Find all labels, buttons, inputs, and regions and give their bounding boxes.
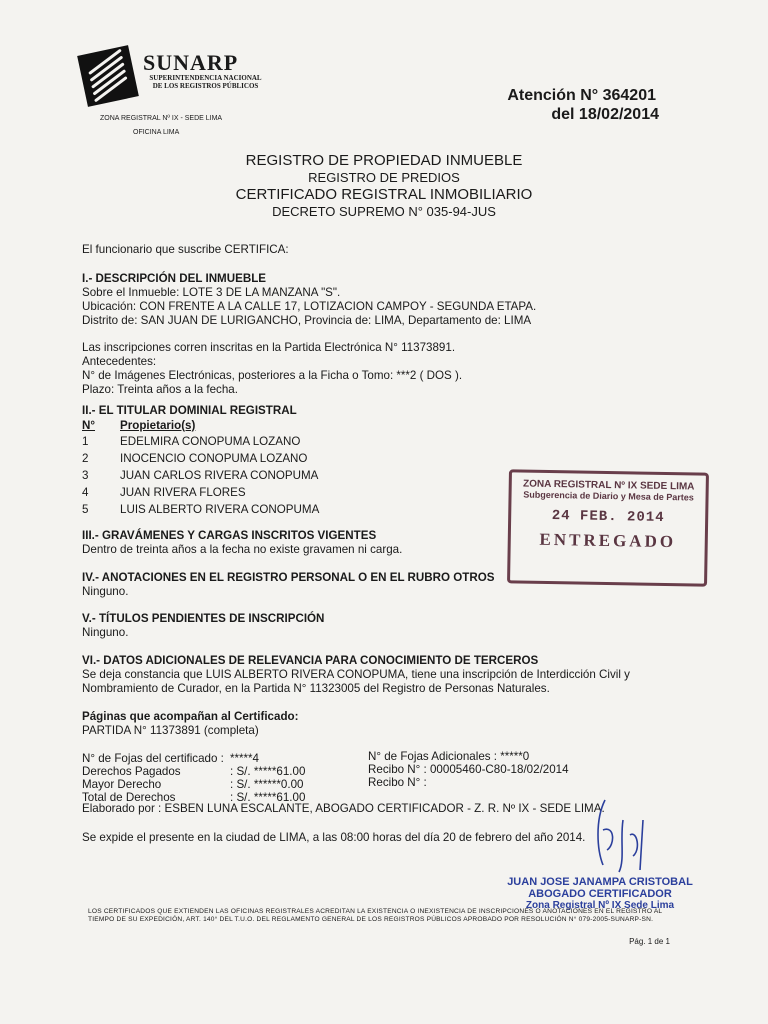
antecedentes-line: Antecedentes: <box>82 355 157 368</box>
section-descripcion <box>82 272 722 397</box>
owner-row: 3 JUAN CARLOS RIVERA CONOPUMA <box>82 469 319 482</box>
expide-line: Se expide el presente en la ciudad de LIMA, a las 08:00 horas del día 20 de febrero del año 2014. <box>82 831 586 844</box>
intro-text: El funcionario que suscribe CERTIFICA: <box>82 243 289 256</box>
owner-row: 2 INOCENCIO CONOPUMA LOZANO <box>82 452 308 465</box>
plazo-line: Plazo: Treinta años a la fecha. <box>82 383 238 396</box>
owner-row: 5 LUIS ALBERTO RIVERA CONOPUMA <box>82 503 320 516</box>
owner-row: 1 EDELMIRA CONOPUMA LOZANO <box>82 435 301 448</box>
fees-left: N° de Fojas del certificado : *****4 Derechos Pagados : S/. *****61.00 Mayor Derecho : S/. ******0.00 Total de Derechos : S/. *****61.00 <box>82 752 306 804</box>
section-heading: VI.- DATOS ADICIONALES DE RELEVANCIA PARA CONOCIMIENTO DE TERCEROS <box>82 654 539 667</box>
elaborado-line: Elaborado por : ESBEN LUNA ESCALANTE, ABOGADO CERTIFICADOR - Z. R. Nº IX - SEDE LIMA. <box>82 802 605 815</box>
section-titular <box>82 404 502 518</box>
brand-subtitle: SUPERINTENDENCIA NACIONAL DE LOS REGISTROS PÚBLICOS <box>149 74 262 90</box>
zona-registral: ZONA REGISTRAL Nº IX - SEDE LIMA <box>100 115 223 122</box>
section-heading: IV.- ANOTACIONES EN EL REGISTRO PERSONAL O EN EL RUBRO OTROS <box>82 571 495 584</box>
delivery-stamp: ZONA REGISTRAL Nº IX SEDE LIMA Subgerencia de Diario y Mesa de Partes 24 FEB. 2014 ENTREGADO <box>507 469 709 586</box>
section-heading: I.- DESCRIPCIÓN DEL INMUEBLE <box>82 272 267 285</box>
title-predios: REGISTRO DE PREDIOS <box>308 170 460 185</box>
title-decreto: DECRETO SUPREMO N° 035-94-JUS <box>272 204 496 219</box>
section-anotaciones: IV.- ANOTACIONES EN EL REGISTRO PERSONAL O EN EL RUBRO OTROS Ninguno. <box>82 571 495 598</box>
signature-stamp: JUAN JOSE JANAMPA CRISTOBAL ABOGADO CERTIFICADOR Zona Registral Nº IX Sede Lima <box>507 876 693 911</box>
section-gravamenes: III.- GRAVÁMENES Y CARGAS INSCRITOS VIGENTES Dentro de treinta años a la fecha no existe gravamen ni carga. <box>82 529 403 556</box>
sunarp-logo-icon <box>77 45 139 107</box>
section-datos-adicionales: VI.- DATOS ADICIONALES DE RELEVANCIA PARA CONOCIMIENTO DE TERCEROS Se deja constancia que LUIS ALBERTO RIVERA CONOPUMA, tiene una inscripción de Interdicción Civil y Nombramiento de Curador, en la Partida N° 11323005 del Registro de Personas Naturales. <box>82 654 722 696</box>
section-heading: III.- GRAVÁMENES Y CARGAS INSCRITOS VIGENTES <box>82 529 377 542</box>
page-number: Pág. 1 de 1 <box>629 937 670 946</box>
footer-legal-text: LOS CERTIFICADOS QUE EXTIENDEN LAS OFICINAS REGISTRALES ACREDITAN LA EXISTENCIA O INEXISTENCIA DE INSCRIPCIONES O ANOTACIONES EN EL REGISTRO AL TIEMPO DE SU EXPEDICIÓN, ART. 140° DEL T.U.O. DEL REGLAMENTO GENERAL DE LOS REGISTROS PÚBLICOS APROBADO POR RESOLUCIÓN N° 079-2005-SUNARP-SN. <box>88 908 663 923</box>
title-certificado: CERTIFICADO REGISTRAL INMOBILIARIO <box>235 186 533 203</box>
owner-row: 4 JUAN RIVERA FLORES <box>82 486 246 499</box>
section-heading: Páginas que acompañan al Certificado: <box>82 710 299 723</box>
oficina: OFICINA LIMA <box>133 129 180 136</box>
distrito-line: Distrito de: SAN JUAN DE LURIGANCHO, Provincia de: LIMA, Departamento de: LIMA <box>82 314 532 327</box>
fees-right: N° de Fojas Adicionales : *****0 Recibo N° : 00005460-C80-18/02/2014 Recibo N° : <box>368 750 569 789</box>
attention-number: Atención N° 364201 del 18/02/2014 <box>507 87 659 123</box>
section-heading: V.- TÍTULOS PENDIENTES DE INSCRIPCIÓN <box>82 612 325 625</box>
inmueble-line: Sobre el Inmueble: LOTE 3 DE LA MANZANA "S". <box>82 286 341 299</box>
paginas-section: Páginas que acompañan al Certificado: PARTIDA N° 11373891 (completa) <box>82 710 299 737</box>
handwritten-signature-icon <box>585 790 665 880</box>
imagenes-line: N° de Imágenes Electrónicas, posteriores a la Ficha o Tomo: ***2 ( DOS ). <box>82 369 463 382</box>
ubicacion-line: Ubicación: CON FRENTE A LA CALLE 17, LOTIZACION CAMPOY - SEGUNDA ETAPA. <box>82 300 537 313</box>
partida-line: Las inscripciones corren inscritas en la Partida Electrónica N° 11373891. <box>82 341 456 354</box>
title-registro: REGISTRO DE PROPIEDAD INMUEBLE <box>245 152 523 169</box>
document-titles <box>0 152 768 220</box>
section-titulos: V.- TÍTULOS PENDIENTES DE INSCRIPCIÓN Ninguno. <box>82 612 325 639</box>
owners-header: N° Propietario(s) <box>82 419 196 432</box>
section-heading: II.- EL TITULAR DOMINIAL REGISTRAL <box>82 404 297 417</box>
brand-name: SUNARP <box>143 50 239 75</box>
